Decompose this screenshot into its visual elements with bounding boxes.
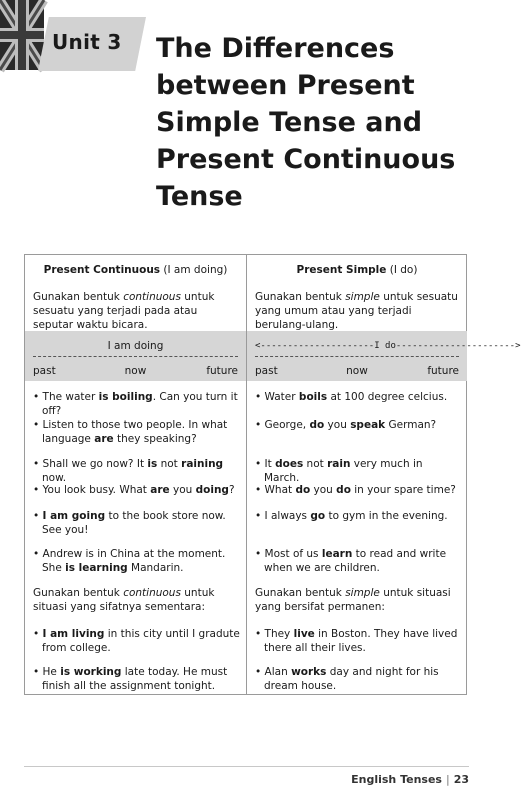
timeline-dashes: [33, 356, 238, 357]
usage-example: • They live in Boston. They have lived there all their lives.: [255, 627, 461, 655]
footer-divider: [24, 766, 469, 767]
example-item: • George, do you speak German?: [255, 418, 461, 432]
timeline-future: future: [427, 365, 459, 377]
column-heading: Present Simple (I do): [296, 264, 418, 276]
column-description: Gunakan bentuk simple untuk sesuatu yang umum atau yang terjadi berulang-ulang.: [255, 291, 458, 331]
present-continuous-column: [25, 255, 246, 694]
title-line: Tense: [156, 181, 243, 212]
usage-example: • He is working late today. He must finish all the assignment tonight.: [33, 665, 240, 693]
title-line: Simple Tense and: [156, 107, 423, 138]
timeline-past: past: [255, 365, 278, 377]
usage-example: • I am living in this city until I gradute from college.: [33, 627, 240, 655]
comparison-table: [24, 254, 521, 695]
example-item: • I always go to gym in the evening.: [255, 509, 461, 523]
example-item: • Andrew is in China at the moment. She is learning Mandarin.: [33, 547, 240, 575]
example-item: • Shall we go now? It is not raining now.: [33, 457, 240, 485]
timeline-past: past: [33, 365, 56, 377]
page-number: 23: [453, 773, 469, 786]
title-line: Present Continuous: [156, 144, 456, 175]
page-title: [156, 30, 476, 215]
footer-book-title: English Tenses: [351, 773, 442, 786]
example-item: • It does not rain very much in March.: [255, 457, 461, 485]
title-line: between Present: [156, 70, 415, 101]
column-heading: Present Continuous (I am doing): [43, 264, 228, 276]
timeline-future: future: [206, 365, 238, 377]
usage-note: Gunakan bentuk continuous untuk situasi yang sifatnya sementara:: [33, 587, 215, 613]
title-line: The Differences: [156, 33, 395, 64]
unit-label: Unit 3: [52, 30, 122, 54]
present-simple-column: [246, 255, 521, 694]
band-arrow: <---------------------I do---------------------->: [255, 341, 521, 351]
footer-separator: |: [445, 773, 450, 786]
timeline-band: [25, 331, 246, 381]
timeline-now: now: [124, 365, 147, 377]
example-item: • Most of us learn to read and write when we are children.: [255, 547, 461, 575]
example-item: • The water is boiling. Can you turn it off?: [33, 390, 240, 418]
example-item: • Listen to those two people. In what language are they speaking?: [33, 418, 240, 446]
timeline-dashes: [255, 356, 459, 357]
example-item: • I am going to the book store now. See you!: [33, 509, 240, 537]
example-item: • What do you do in your spare time?: [255, 483, 461, 497]
usage-example: • Alan works day and night for his dream house.: [255, 665, 461, 693]
example-item: • You look busy. What are you doing?: [33, 483, 240, 497]
column-description: Gunakan bentuk continuous untuk sesuatu yang terjadi pada atau seputar waktu bicara.: [33, 291, 215, 331]
band-label: I am doing: [107, 340, 164, 352]
timeline-band: [247, 331, 521, 381]
usage-note: Gunakan bentuk simple untuk situasi yang bersifat permanen:: [255, 587, 451, 613]
timeline-now: now: [346, 365, 368, 377]
example-item: • Water boils at 100 degree celcius.: [255, 390, 461, 404]
page-footer: [351, 773, 469, 786]
union-jack-flag: [0, 0, 44, 70]
